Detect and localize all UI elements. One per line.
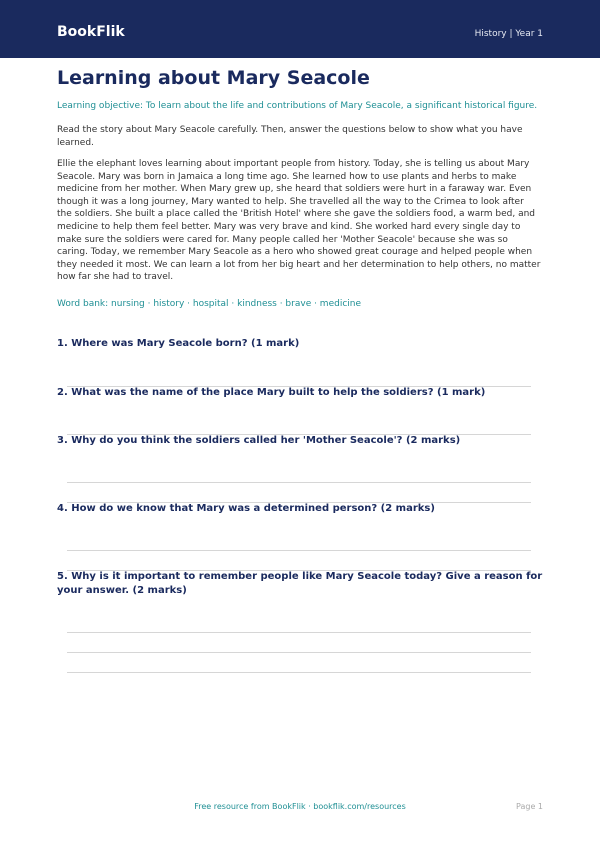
brand-logo: BookFlik (57, 24, 125, 40)
story-text: Ellie the elephant loves learning about important people from history. Today, she is telling us about Mary Seacole. Mary was born in Jamaica a long time ago. She learned how to use plants and herbs to make medicine from her mother. When Mary grew up, she heard that soldiers were hurt in a faraway war. Even though it was a long journey, Mary wanted to help. She travelled all the way to the Crimea to look after the soldiers. She built a place called the 'British Hotel' where she gave the soldiers food, a warm bed, and medicine to help them feel better. Mary was very brave and kind. She worked hard every single day to make sure the soldiers were cared for. Many people called her 'Mother Seacole' because she was so caring. Today, we remember Mary Seacole as a hero who showed great courage and helped people when they needed it most. We can learn a lot from her big heart and her determination to help others, no matter how far she had to travel. (57, 159, 541, 283)
subject-year-label: History | Year 1 (474, 29, 543, 39)
answer-line[interactable] (67, 482, 531, 483)
page-number: Page 1 (516, 802, 543, 811)
word-bank: Word bank: nursing · history · hospital · kindness · brave · medicine (57, 298, 362, 309)
instructions: Read the story about Mary Seacole carefully. Then, answer the questions below to show what you have learned. (57, 125, 523, 148)
question-4: 4. How do we know that Mary was a determined person? (2 marks) (57, 503, 435, 514)
answer-line[interactable] (67, 550, 531, 551)
header-bar (0, 0, 600, 58)
answer-line[interactable] (67, 652, 531, 653)
question-5: 5. Why is it important to remember people like Mary Seacole today? Give a reason for your answer. (2 marks) (57, 571, 543, 596)
page-title: Learning about Mary Seacole (57, 67, 370, 89)
question-3: 3. Why do you think the soldiers called her 'Mother Seacole'? (2 marks) (57, 435, 461, 446)
question-2: 2. What was the name of the place Mary built to help the soldiers? (1 mark) (57, 387, 486, 398)
question-1: 1. Where was Mary Seacole born? (1 mark) (57, 338, 300, 349)
footer-resource-link[interactable]: Free resource from BookFlik · bookflik.com/resources (194, 802, 406, 811)
learning-objective: Learning objective: To learn about the life and contributions of Mary Seacole, a significant historical figure. (57, 101, 538, 111)
answer-line[interactable] (67, 632, 531, 633)
answer-line[interactable] (67, 672, 531, 673)
worksheet-body (57, 64, 541, 311)
